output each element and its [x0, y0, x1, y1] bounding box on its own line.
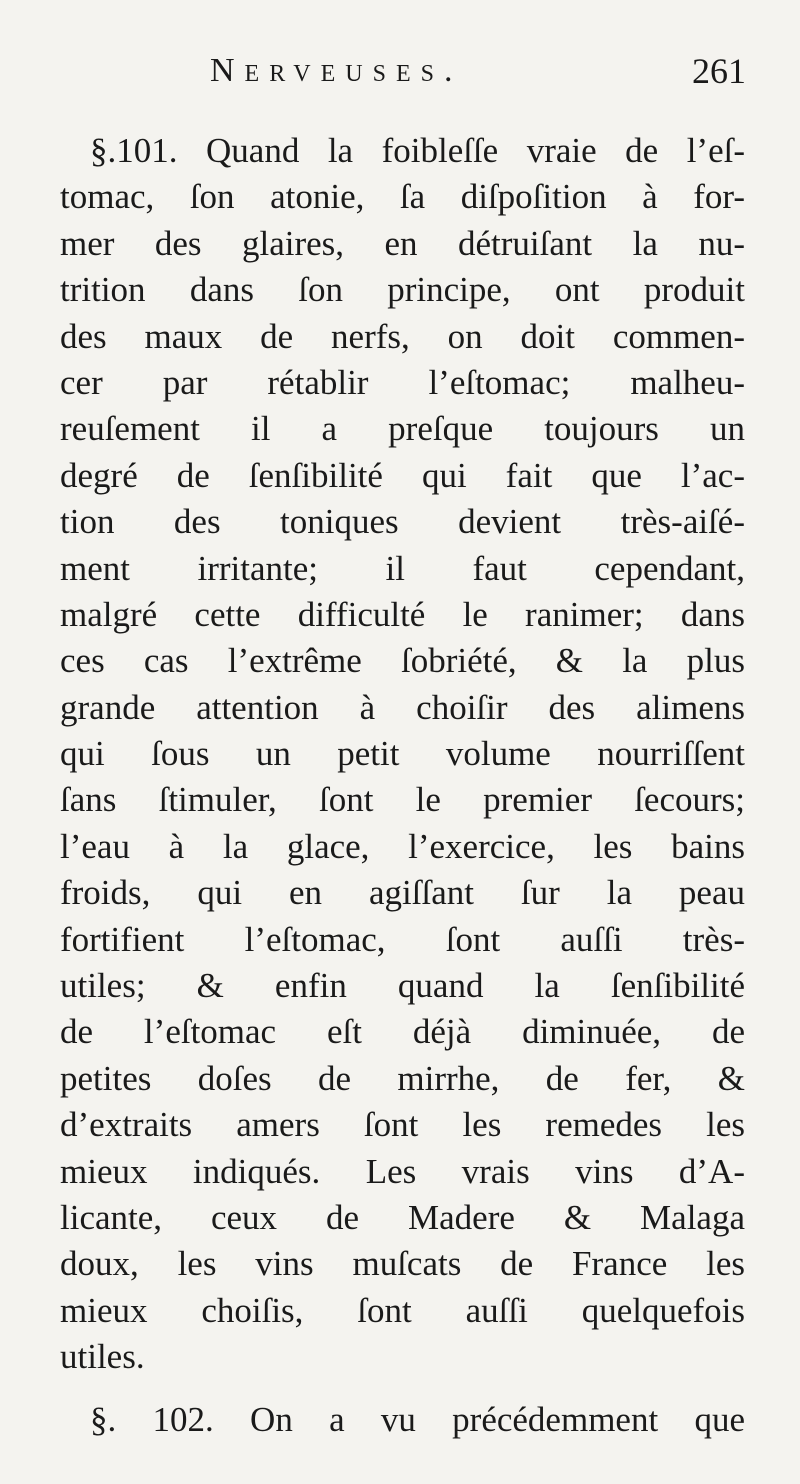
- text-line: petites doſes de mirrhe, de fer, &: [60, 1058, 745, 1098]
- running-head: [60, 44, 750, 104]
- text-line: licante, ceux de Madere & Malaga: [60, 1197, 745, 1237]
- text-line: tion des toniques devient très-aiſé-: [60, 502, 745, 542]
- text-line: ment irritante; il faut cependant,: [60, 548, 745, 588]
- text-line: des maux de nerfs, on doit commen-: [60, 316, 745, 356]
- body-text: [60, 128, 745, 1443]
- text-line: doux, les vins muſcats de France les: [60, 1244, 745, 1284]
- running-title: Nerveuses.: [210, 52, 463, 89]
- text-line: mieux choiſis, ſont auſſi quelquefois: [60, 1290, 745, 1330]
- text-line: reuſement il a preſque toujours un: [60, 409, 745, 449]
- page-number: 261: [692, 51, 746, 91]
- text-line: qui ſous un petit volume nourriſſent: [60, 734, 745, 774]
- text-line: mieux indiqués. Les vrais vins d’A-: [60, 1151, 745, 1191]
- text-line: utiles; & enfin quand la ſenſibilité: [60, 966, 745, 1006]
- text-line: ſans ſtimuler, ſont le premier ſecours;: [60, 780, 745, 820]
- text-line: grande attention à choiſir des alimens: [60, 687, 745, 727]
- text-line: d’extraits amers ſont les remedes les: [60, 1105, 745, 1145]
- text-line: ces cas l’extrême ſobriété, & la plus: [60, 641, 745, 681]
- text-line: cer par rétablir l’eſtomac; malheu-: [60, 362, 745, 402]
- text-line: tomac, ſon atonie, ſa diſpoſition à for-: [60, 177, 745, 217]
- text-line: §.101. Quand la foibleſſe vraie de l’eſ-: [90, 131, 745, 170]
- text-line: mer des glaires, en détruiſant la nu-: [60, 223, 745, 263]
- paragraph-section-102: [60, 1397, 745, 1443]
- text-line: fortifient l’eſtomac, ſont auſſi très-: [60, 919, 745, 959]
- text-line: l’eau à la glace, l’exercice, les bains: [60, 826, 745, 866]
- text-line: malgré cette difficulté le ranimer; dans: [60, 594, 745, 634]
- paragraph-section-101: [60, 128, 745, 1381]
- text-line: trition dans ſon principe, ont produit: [60, 270, 745, 310]
- text-line: degré de ſenſibilité qui fait que l’ac-: [60, 455, 745, 495]
- text-line: de l’eſtomac eſt déjà diminuée, de: [60, 1012, 745, 1052]
- text-line: §. 102. On a vu précédemment que: [90, 1399, 745, 1439]
- text-line: utiles.: [60, 1337, 145, 1377]
- text-line: froids, qui en agiſſant ſur la peau: [60, 873, 745, 913]
